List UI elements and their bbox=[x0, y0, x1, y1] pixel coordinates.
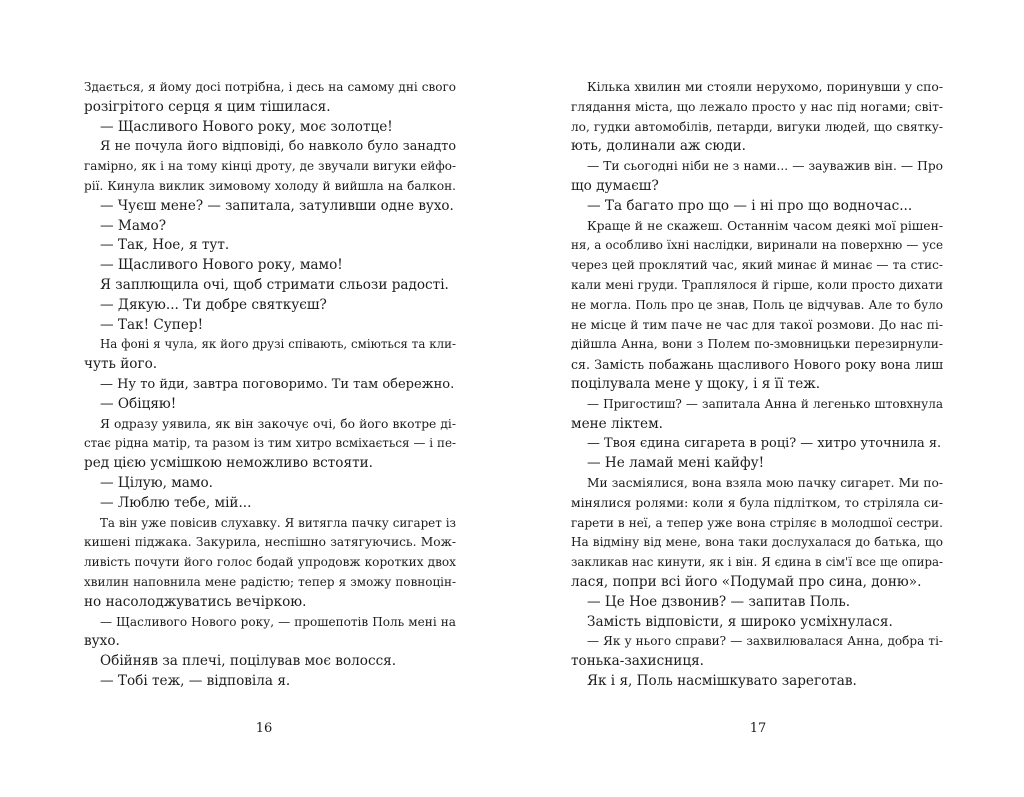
text-line: чуть його. bbox=[84, 356, 158, 373]
text-line: не місце й тим паче не час для такої розмови. До нас пі- bbox=[571, 317, 943, 332]
text-line: розігрітого серця я цим тішилася. bbox=[84, 98, 331, 115]
text-line: мене ліктем. bbox=[571, 415, 663, 432]
text-line: Та він уже повісив слухавку. Я витягла пачку сигарет із bbox=[100, 515, 456, 530]
text-line: — Ти сьогодні ніби не з нами... — зауважив він. — Про bbox=[587, 159, 943, 174]
text-line: поцілувала мене у щоку, і я її теж. bbox=[571, 375, 821, 392]
right-page-text bbox=[571, 78, 943, 692]
text-line: тонька-захисниця. bbox=[571, 653, 704, 670]
text-line: закликав нас кинути, як і він. Я єдина в сім'ї все ще опира- bbox=[571, 555, 943, 570]
text-line: гамірно, як і на тому кінці дроту, де звучали вигуки ейфо- bbox=[84, 159, 456, 174]
text-line: Краще й не скажеш. Останнім часом деякі мої рішен- bbox=[587, 218, 943, 233]
text-line: кали мені груди. Траплялося й гірше, коли просто дихати bbox=[571, 277, 943, 292]
text-line: гарети в неї, а тепер уже вона стріляє в молодшої сестри. bbox=[571, 515, 943, 530]
text-line: Здається, я йому досі потрібна, і десь на самому дні свого bbox=[84, 80, 456, 94]
text-line: дійшла Анна, вони з Полем по-змовницьки перезирнули- bbox=[571, 337, 943, 352]
text-line: Я одразу уявила, як він закочує очі, бо його вкотре ді- bbox=[100, 416, 456, 431]
text-line: лася, попри всі його «Подумай про сина, доню». bbox=[571, 573, 922, 590]
text-line: — Це Ное дзвонив? — запитав Поль. bbox=[587, 593, 851, 610]
text-line: Обійняв за плечі, поцілував моє волосся. bbox=[100, 653, 397, 670]
text-line: через цей проклятий час, який минає й минає — та стис- bbox=[571, 258, 943, 273]
left-page bbox=[84, 78, 456, 692]
text-line: вухо. bbox=[84, 633, 120, 650]
text-line: На відміну від мене, вона таки дослухалася до батька, що bbox=[571, 535, 943, 550]
text-line: Я заплющила очі, щоб стримати сльози радості. bbox=[100, 276, 449, 293]
text-line: кишені піджака. Закурила, неспішно затягуючись. Мож- bbox=[84, 535, 456, 550]
text-line: — Дякую... Ти добре святкуєш? bbox=[100, 296, 327, 313]
text-line: рії. Кинула виклик зимовому холоду й вийшла на балкон. bbox=[84, 178, 456, 193]
text-line: — Щасливого Нового року, моє золотце! bbox=[100, 118, 393, 135]
text-line: но насолоджуватись вечіркою. bbox=[84, 593, 307, 610]
text-line: — Пригостиш? — запитала Анна й легенько штовхнула bbox=[587, 396, 943, 411]
text-line: — Люблю тебе, мій... bbox=[100, 494, 252, 511]
text-line: — Та багато про що — і ні про що водночас... bbox=[587, 197, 913, 214]
text-line: ють, долинали аж сюди. bbox=[571, 138, 746, 155]
text-line: Я не почула його відповіді, бо навколо було занадто bbox=[100, 139, 456, 155]
text-line: ло, гудки автомобілів, петарди, вигуки людей, що святку- bbox=[571, 119, 943, 134]
text-line: — Не ламай мені кайфу! bbox=[587, 455, 765, 472]
text-line: Замість відповісти, я широко усміхнулася. bbox=[587, 613, 893, 630]
text-line: Ми засміялися, вона взяла мою пачку сигарет. Ми по- bbox=[587, 475, 943, 490]
text-line: що думаєш? bbox=[571, 177, 659, 194]
text-line: глядання міста, що лежало просто у нас під ногами; світ- bbox=[571, 99, 943, 114]
text-line: — Тобі теж, — відповіла я. bbox=[100, 672, 291, 689]
text-line: — Мамо? bbox=[100, 217, 166, 234]
left-page-text bbox=[84, 78, 456, 692]
text-line: хвилин наповнила мене радістю; тепер я зможу повноцін- bbox=[84, 574, 456, 589]
text-line: стає рідна матір, та разом із тим хитро всміхається — і пе- bbox=[84, 436, 456, 451]
text-line: мінялися ролями: коли я була підлітком, то стріляла си- bbox=[571, 495, 943, 510]
text-line: ливість почути його голос бодай упродовж коротких двох bbox=[84, 555, 456, 570]
text-line: — Щасливого Нового року, — прошепотів Поль мені на bbox=[100, 614, 456, 629]
text-line: ся. Замість побажань щасливого Нового року вона лиш bbox=[571, 357, 943, 373]
text-line: ня, а особливо їхні наслідки, виринали на поверхню — усе bbox=[571, 238, 943, 253]
text-line: — Чуєш мене? — запитала, затуливши одне вухо. bbox=[100, 197, 454, 214]
text-line: — Ну то йди, завтра поговоримо. Ти там обережно. bbox=[100, 376, 455, 392]
right-page bbox=[571, 78, 943, 692]
text-line: не могла. Поль про це знав, Поль це відчував. Але то було bbox=[571, 297, 943, 312]
text-line: — Цілую, мамо. bbox=[100, 474, 213, 491]
text-line: — Так! Супер! bbox=[100, 316, 204, 333]
text-line: — Твоя єдина сигарета в році? — хитро уточнила я. bbox=[587, 436, 942, 452]
text-line: — Так, Ное, я тут. bbox=[100, 237, 230, 254]
page-number-right: 17 bbox=[749, 721, 767, 736]
text-line: На фоні я чула, як його друзі співають, сміються та кли- bbox=[100, 337, 456, 352]
text-line: ред цією усмішкою неможливо встояти. bbox=[84, 455, 373, 472]
text-line: Як і я, Поль насмішкувато зареготав. bbox=[587, 672, 857, 689]
text-line: Кілька хвилин ми стояли нерухомо, поринувши у спо- bbox=[587, 80, 943, 94]
page-number-left: 16 bbox=[255, 721, 273, 736]
text-line: — Обіцяю! bbox=[100, 395, 177, 412]
text-line: — Як у нього справи? — захвилювалася Анна, добра ті- bbox=[587, 634, 943, 649]
text-line: — Щасливого Нового року, мамо! bbox=[100, 257, 343, 274]
